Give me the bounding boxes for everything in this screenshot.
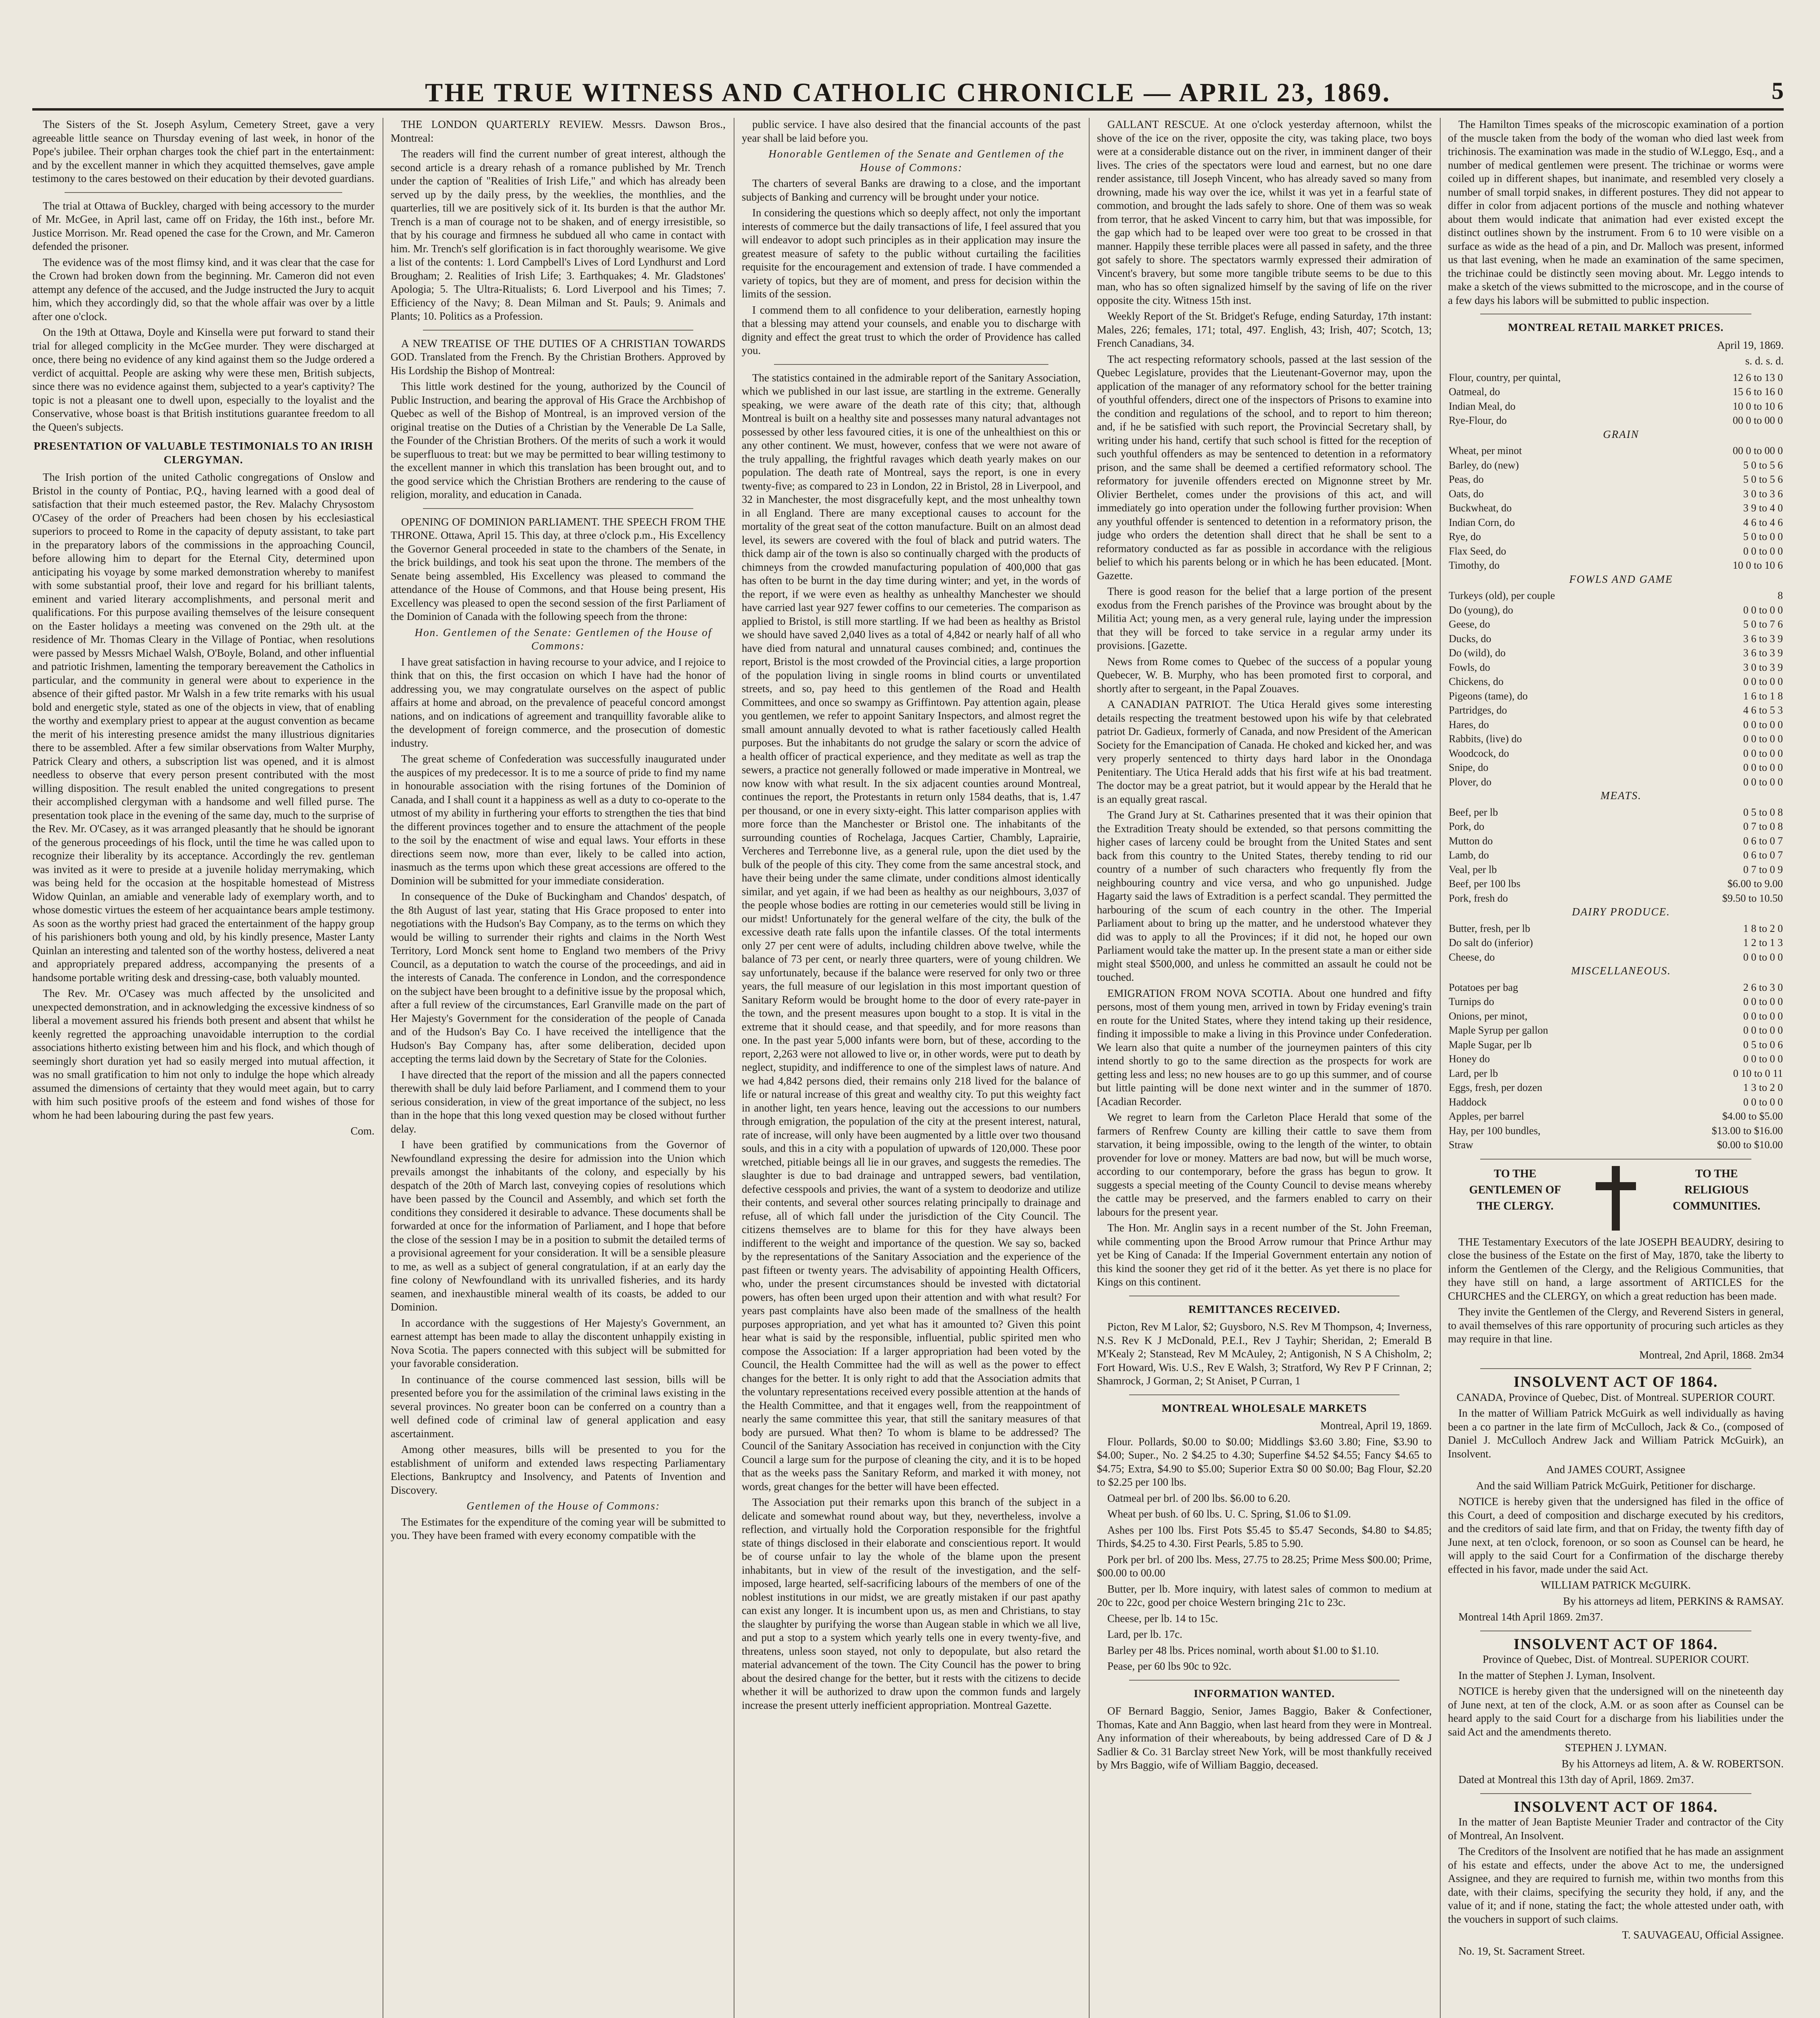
price-value: 0 0 to 0 0 [1743, 1024, 1783, 1036]
price-row [1448, 718, 1784, 732]
price-value: 3 0 to 3 9 [1743, 661, 1783, 673]
article-paragraph: A CANADIAN PATRIOT. The Utica Herald gives some interesting details respecting the treatment bestowed upon his wife by that celebrated patriot Dr. Gadieux, formerly of Canada, and now President of the American Society for the Emancipation of Canada. He choked and kicked her, and was very properly sentenced to thirty days hard labor in the Onondaga Penitentiary. The Utica Herald adds that his first wife at his bad treatment. The doctor may be a great patriot, but it would appear by the Herald that he is an equally great rascal. [1097, 698, 1432, 805]
column-5 [1448, 118, 1784, 2018]
price-row [1448, 936, 1784, 950]
dateline: April 19, 1869. [1717, 339, 1784, 351]
market-line: Wheat per bush. of 60 lbs. U. C. Spring, $1.06 to $1.09. [1107, 1508, 1351, 1520]
column-rule [1089, 118, 1090, 2018]
price-item: Snipe, do [1449, 762, 1489, 773]
price-row [1448, 980, 1784, 995]
price-value: 1 6 to 1 8 [1743, 690, 1783, 702]
price-row [1448, 1095, 1784, 1109]
column-4 [1097, 118, 1432, 2018]
price-value: 0 0 to 0 0 [1743, 996, 1783, 1007]
price-item: Indian Meal, do [1449, 400, 1516, 412]
review-heading: THE LONDON QUARTERLY REVIEW. Messrs. Dawson Bros., Montreal: [391, 118, 726, 144]
article-paragraph: I commend them to all confidence to your deliberation, earnestly hoping that a blessing may attend your counsels, and enable you to discharge with dignity and effect the great trust to which the order of Providence has called you. [742, 304, 1081, 356]
price-table-grain [1448, 444, 1784, 573]
price-row [1448, 703, 1784, 718]
price-item: Beef, per 100 lbs [1449, 878, 1521, 890]
price-table-dairy [1448, 921, 1784, 965]
market-line: Pease, per 60 lbs 90c to 92c. [1107, 1660, 1232, 1672]
legal-notice-line: CANADA, Province of Quebec, Dist. of Montreal. SUPERIOR COURT. [1456, 1391, 1775, 1403]
article-paragraph: public service. I have also desired that the financial accounts of the past year shall be laid before you. [742, 118, 1081, 144]
price-table-flour [1448, 371, 1784, 428]
price-item: Barley, do (new) [1449, 459, 1519, 471]
price-item: Honey do [1449, 1053, 1490, 1065]
article-paragraph: There is good reason for the belief that a large portion of the present exodus from the French parishes of the Province was brought about by the Militia Act; young men, as a very general rule, laying under the impression that they will be forced to take service in a regular army under its provisions. [Gazette. [1097, 585, 1432, 651]
masthead [32, 76, 1784, 111]
price-item: Maple Sugar, per lb [1449, 1038, 1532, 1051]
section-headline: MONTREAL RETAIL MARKET PRICES. [1508, 321, 1724, 333]
price-row [1448, 746, 1784, 761]
dateline: Montreal, April 19, 1869. [1320, 1419, 1432, 1432]
divider [1480, 1159, 1751, 1160]
article-paragraph: The Hamilton Times speaks of the microscopic examination of a portion of the muscle taken from the body of the woman who died last week from trichinosis. The examination was made in the studio of W.Leggo, Esq., and a number of medical gentlemen were present. The trichinae or worms were coiled up in different shapes, but inanimate, and resembled very closely a number of small torpid snakes, in different postures. They did not appear to differ in color from adjacent portions of the muscle and nothing whatever about them would indicate that animation had ever existed except the distinct outlines shown by the instrument. From 6 to 10 were visible on a surface as wide as the head of a pin, and Dr. Malloch was present, informed us that last evening, when he made an examination of the same specimen, the trichinae could be distinctly seen moving about. Mr. Leggo intends to make a sketch of the views submitted to the microscope, and in the course of a few days his labors will be submitted to public inspection. [1448, 118, 1784, 306]
price-value: 0 0 to 0 0 [1743, 951, 1783, 963]
article-paragraph: We regret to learn from the Carleton Place Herald that some of the farmers of Renfrew County are killing their cattle to save them from starvation, it being impossible, owing to the length of the winter, to obtain provender for love or money. Matters are bad now, but will be much worse, according to our contemporary, before the grass has begun to grow. It suggests a special meeting of the County Council to devise means whereby the cattle may be preserved, and the farmers enabled to carry on their labours for the present year. [1097, 1111, 1432, 1218]
address-salutation: Gentlemen of the House of Commons: [467, 1500, 660, 1512]
price-value: 5 0 to 7 6 [1743, 618, 1783, 630]
price-item: Beef, per lb [1449, 806, 1498, 818]
price-subhead: MEATS. [1600, 789, 1642, 802]
price-value: 3 9 to 4 0 [1743, 502, 1783, 514]
article-paragraph: The Estimates for the expenditure of the coming year will be submitted to you. They have been framed with every economy compatible with the [391, 1516, 726, 1541]
price-item: Peas, do [1449, 473, 1484, 485]
price-item: Pork, fresh do [1449, 892, 1508, 904]
divider [1480, 1368, 1751, 1369]
price-row [1448, 399, 1784, 414]
price-value: 0 5 to 0 8 [1743, 806, 1783, 818]
price-item: Hares, do [1449, 718, 1489, 731]
article-paragraph: The charters of several Banks are drawing to a close, and the important subjects of Banking and currency will be brought under your notice. [742, 177, 1081, 203]
article-paragraph: In continuance of the course commenced last session, bills will be presented before you for the assimilation of the criminal laws existing in the several provinces. No greater boon can be conferred on a country than a well defined code of criminal law of general application and easy ascertainment. [391, 1373, 726, 1440]
section-headline: MONTREAL WHOLESALE MARKETS [1161, 1402, 1367, 1414]
price-item: Flour, country, per quintal, [1449, 371, 1561, 383]
market-line: Oatmeal per brl. of 200 lbs. $6.00 to 6.20. [1107, 1492, 1291, 1504]
review-heading: A NEW TREATISE OF THE DUTIES OF A CHRISTIAN TOWARDS GOD. Translated from the French. By the Christian Brothers. Approved by His Lordship the Bishop of Montreal: [391, 337, 726, 377]
price-row [1448, 501, 1784, 515]
advert-paragraph: THE Testamentary Executors of the late JOSEPH BEAUDRY, desiring to close the business of the Estate on the first of May, 1870, take the liberty to inform the Gentlemen of the Clergy, and the Religious Communities, that they have still on hand, a large assortment of ARTICLES for the CHURCHES and the CLERGY, on which a great reduction has been made. [1448, 1235, 1784, 1302]
market-line: Cheese, per lb. 14 to 15c. [1107, 1612, 1218, 1624]
price-value: 0 6 to 0 7 [1743, 835, 1783, 847]
price-row [1448, 632, 1784, 646]
legal-notice-line: By his attorneys ad litem, PERKINS & RAMSAY. [1563, 1595, 1784, 1607]
price-item: Buckwheat, do [1449, 502, 1512, 514]
price-item: Straw [1449, 1139, 1473, 1151]
price-row [1448, 646, 1784, 660]
price-item: Potatoes per bag [1449, 981, 1518, 993]
price-item: Eggs, fresh, per dozen [1449, 1082, 1542, 1093]
price-row [1448, 760, 1784, 775]
article-paragraph: I have great satisfaction in having recourse to your advice, and I rejoice to think that on this, the first occasion on which I have had the honor of addressing you, we may congratulate ourselves on the aspect of public affairs at home and abroad, on the prevalence of peaceful concord amongst nations, and on indications of agreement and tranquillity favorable alike to the development of foreign commerce, and the prosecution of domestic industry. [391, 655, 726, 749]
price-table-misc [1448, 980, 1784, 1152]
price-row [1448, 385, 1784, 399]
price-item: Lamb, do [1449, 849, 1489, 861]
price-item: Oats, do [1449, 488, 1484, 500]
article-paragraph: In accordance with the suggestions of Her Majesty's Government, an earnest attempt has been made to allay the discontent unhappily existing in Nova Scotia. The papers connected with this subject will be submitted for your favorable consideration. [391, 1317, 726, 1369]
price-item: Plover, do [1449, 776, 1492, 788]
price-item: Fowls, do [1449, 661, 1490, 673]
price-value: 4 6 to 4 6 [1743, 516, 1783, 528]
address-salutation: Hon. Gentlemen of the Senate: Gentlemen of the House of Commons: [414, 626, 712, 652]
price-value: 4 6 to 5 3 [1743, 704, 1783, 716]
price-row [1448, 413, 1784, 428]
article-signature: Com. [350, 1125, 374, 1137]
price-item: Butter, fresh, per lb [1449, 922, 1530, 934]
price-value: 0 7 to 0 8 [1743, 821, 1783, 832]
price-row [1448, 515, 1784, 530]
price-item: Rye, do [1449, 531, 1481, 542]
market-line: Ashes per 100 lbs. First Pots $5.45 to $5.47 Seconds, $4.80 to $4.85; Thirds, $4.25 to 4.30. First Pearls, 5.85 to 5.90. [1097, 1524, 1432, 1549]
price-subhead: GRAIN [1603, 428, 1639, 440]
price-value: 10 0 to 10 6 [1732, 400, 1783, 412]
column-1 [32, 118, 374, 2018]
price-value: 3 6 to 3 9 [1743, 632, 1783, 645]
advert-paragraph: They invite the Gentlemen of the Clergy, and Reverend Sisters in general, to avail themselves of this rare opportunity of procuring such articles as they may require in that line. [1448, 1306, 1784, 1345]
legal-notice-line: The Creditors of the Insolvent are notified that he has made an assignment of his estate and effects, under the above Act to me, the undersigned Assignee, and they are required to furnish me, within two months from this date, with their claims, specifying the security they hold, if any, and the value of it; and if none, stating the fact; the whole attested under oath, with the vouchers in support of such claims. [1448, 1845, 1784, 1925]
legal-notice-line: WILLIAM PATRICK McGUIRK. [1541, 1579, 1691, 1591]
price-value: 3 0 to 3 6 [1743, 488, 1783, 500]
legal-notice-line: In the matter of Stephen J. Lyman, Insolvent. [1458, 1669, 1655, 1681]
article-paragraph: I have been gratified by communications from the Governor of Newfoundland expressing the desire for admission into the Union which prevails amongst the inhabitants of the colony, and especially by his despatch of the 20th of March last, conveying copies of resolutions which have been passed by the Council and Assembly, and which set forth the conditions they considered it desirable to advance. These documents shall be forwarded at once for the information of Parliament, and I hope that before the close of the session I may be in a position to submit the detailed terms of a provisional agreement for your consideration. It will be a sensible pleasure to me, as well as a subject of general congratulation, if at an early day the fine colony of Newfoundland with its unrivalled fisheries, and its hardy seamen, and inexhaustible mineral wealth of its coasts, be added to our Dominion. [391, 1139, 726, 1313]
section-headline: INFORMATION WANTED. [1194, 1687, 1335, 1700]
article-paragraph: The Grand Jury at St. Catharines presented that it was their opinion that the Extradition Treaty should be extended, so that persons committing the higher cases of larceny could be brought from the United States and sent back from this country to the United States, thereby tending to rid our country of a number of such characters who frequently fly from the neighbouring country and vice versa, and who go unpunished. Judge Hagarty said the laws of Extradition is a perfect scandal. They permitted the harbouring of the scum of each country in the other. The Imperial Parliament about to bring up the matter, and he understood whatever they did was to apply to all the Provinces; if it did not, he hoped our own Parliament would take the matter up. In the present state a man or either side might steal $500,000, and unless he committed an assault he could not be touched. [1097, 809, 1432, 983]
price-value: $13.00 to $16.00 [1711, 1124, 1783, 1137]
article-paragraph: The great scheme of Confederation was successfully inaugurated under the auspices of my predecessor. It is to me a source of pride to find my name in honourable association with the rising fortunes of the Dominion of Canada, and I shall count it a happiness as well as a duty to co-operate to the utmost of my ability in furthering your efforts to strengthen the ties that bind the different provinces together and to ensure the attachment of the people to the soil by the enactment of wise and equal laws. Your efforts in these directions seem now, more than ever, likely to be called into action, inasmuch as the terms upon which these great accessions are offered to the Dominion will be submitted for your immediate consideration. [391, 753, 726, 887]
price-item: Indian Corn, do [1449, 516, 1515, 528]
divider [65, 192, 342, 193]
price-item: Geese, do [1449, 618, 1490, 630]
price-row [1448, 458, 1784, 473]
divider [1129, 1680, 1400, 1681]
market-line: Pork per brl. of 200 lbs. Mess, 27.75 to 28.25; Prime Mess $00.00; Prime, $00.00 to 00.00 [1097, 1553, 1432, 1579]
price-units: s. d. s. d. [1745, 355, 1784, 367]
divider [1129, 1394, 1400, 1395]
price-item: Wheat, per minot [1449, 445, 1522, 456]
price-value: 0 0 to 0 0 [1743, 1010, 1783, 1022]
price-item: Lard, per lb [1449, 1067, 1498, 1079]
price-row [1448, 1109, 1784, 1124]
article-paragraph: Weekly Report of the St. Bridget's Refuge, ending Saturday, 17th instant: Males, 226; females, 171; total, 497. English, 43; Irish, 407; Scotch, 13; French Canadians, 34. [1097, 310, 1432, 349]
price-row [1448, 891, 1784, 906]
price-value: 00 0 to 00 0 [1732, 445, 1783, 456]
market-line: Flour. Pollards, $0.00 to $0.00; Middlings $3.60 3.80; Fine, $3.90 to $4.00; Super., No. 2 $4.25 to 4.30; Superfine $4.52 $4.55; Fancy $4.65 to $4.75; Extra, $4.90 to $5.00; Superior Extra $0 00 $0.00; Bag Flour, $2.20 to $2.25 per 100 lbs. [1097, 1435, 1432, 1488]
legal-notice-line: Dated at Montreal this 13th day of April, 1869. 2m37. [1458, 1773, 1694, 1786]
price-row [1448, 1138, 1784, 1152]
price-row [1448, 834, 1784, 848]
legal-notice-line: By his Attorneys ad litem, A. & W. ROBERTSON. [1561, 1757, 1784, 1770]
price-value: 0 0 to 0 0 [1743, 1096, 1783, 1108]
price-row [1448, 1023, 1784, 1038]
price-row [1448, 819, 1784, 834]
price-item: Pigeons (tame), do [1449, 690, 1528, 702]
price-row [1448, 444, 1784, 458]
price-value: 0 7 to 0 9 [1743, 863, 1783, 875]
price-item: Mutton do [1449, 835, 1493, 847]
price-value: 1 3 to 2 0 [1743, 1082, 1783, 1093]
article-paragraph: The Sisters of the St. Joseph Asylum, Cemetery Street, gave a very agreeable little seance on Thursday evening of last week, in honor of the Pope's jubilee. Their orphan charges took the chief part in the entertainment: and by the excellent manner in which they acquitted themselves, gave ample testimony to the cares bestowed on their education by their devoted guardians. [32, 118, 374, 184]
price-row [1448, 877, 1784, 891]
price-row [1448, 588, 1784, 603]
price-table-meats [1448, 805, 1784, 906]
article-paragraph: The readers will find the current number of great interest, although the second article is a dreary rehash of a romance published by Mr. Trench under the caption of "Realities of Irish Life," and which has already been served up by the daily press, by the weeklies, the monthlies, and the quarterlies, till we are positively sick of it. Its burden is that the author Mr. Trench is a man of courage not to be shaken, and of energy irresistible, so that by his courage and firmness he subdued all who came in contact with him. Mr. Trench's self glorification is in fact thoroughly wearisome. We give a list of the contents: 1. Lord Campbell's Lives of Lord Lyndhurst and Lord Brougham; 2. Realities of Irish Life; 3. Earthquakes; 4. Mr. Gladstones' Apologia; 5. The Ultra-Ritualists; 6. Lord Liverpool and his Times; 7. Efficiency of the Navy; 8. Dean Milman and St. Pauls; 9. Animals and Plants; 10. Politics as a Profession. [391, 148, 726, 322]
article-paragraph: The act respecting reformatory schools, passed at the last session of the Quebec Legislature, provides that the Lieutenant-Governor may, upon the application of the manager of any reformatory school for the better training of youthful offenders, direct one of the inspectors of Prisons to examine into the condition and regulations of the school, and to report to him thereon; and, if he be satisfied with such report, the Provincial Secretary shall, by writing under his hand, certify that such school is fitted for the reception of such youthful offenders as may be sentenced to detention in a reformatory prison, and the same shall be deemed a certified reformatory school. The reformatory for juvenile offenders erected on Mignonne street by Mr. Olivier Berthelet, comes under the provisions of this act, and will immediately go into operation under the following further provision: When any youthful offender is sentenced to detention in a reformatory prison, the judge who orders the detention shall direct that he shall be sent to a reformatory conducted as far as possible in accordance with the religious belief to which his parents belong or in which he has been educated. [Mont. Gazette. [1097, 353, 1432, 582]
price-row [1448, 950, 1784, 965]
price-item: Rabbits, (live) do [1449, 733, 1522, 745]
page-number: 5 [1772, 77, 1784, 104]
price-row [1448, 775, 1784, 789]
price-value: 0 6 to 0 7 [1743, 849, 1783, 861]
legal-notice-line: Province of Quebec, Dist. of Montreal. SUPERIOR COURT. [1482, 1653, 1749, 1665]
price-item: Do (young), do [1449, 604, 1513, 616]
price-item: Turkeys (old), per couple [1449, 590, 1555, 601]
article-paragraph: The Rev. Mr. O'Casey was much affected by the unsolicited and unexpected demonstration, and in acknowledging the excessive kindness of so liberal a movement assured his friends both present and absent that whilst he keenly regretted the approaching unavoidable interruption to the cordial associations hitherto existing between him and his flock, and which though of seemingly short duration yet had so easily merged into mutual affection, it was no small gratification to him not only to indulge the hope which already assumed the dimensions of certainty that they would meet again, but to carry with him such positive proofs of the esteem and fond wishes of those for whom he had been labouring during the past few years. [32, 987, 374, 1121]
price-value: 0 0 to 0 0 [1743, 1053, 1783, 1065]
price-item: Ducks, do [1449, 632, 1492, 645]
legal-notice-line: Montreal 14th April 1869. 2m37. [1458, 1611, 1603, 1623]
price-item: Hay, per 100 bundles, [1449, 1124, 1541, 1137]
article-paragraph: The Hon. Mr. Anglin says in a recent number of the St. John Freeman, while commenting upon the Brood Arrow rumour that Prince Arthur may yet be King of Canada: If the Imperial Government entertain any notion of this kind the sooner they get rid of it the better. As yet there is no place for Kings on this continent. [1097, 1222, 1432, 1288]
price-value: $0.00 to $10.00 [1717, 1139, 1783, 1151]
price-item: Apples, per barrel [1449, 1110, 1524, 1122]
price-item: Do (wild), do [1449, 647, 1506, 659]
article-paragraph: The Irish portion of the united Catholic congregations of Onslow and Bristol in the county of Pontiac, P.Q., having learned with a good deal of satisfaction that their much esteemed pastor, the Rev. Malachy Chrysostom O'Casey of the order of Preachers had been chosen by his ecclesiastical superiors to proceed to Rome in the capacity of deputy assistant, to take part in the preparatory labors of the commissions in the approaching Council, before allowing him to depart for the Eternal City, determined upon anticipating his voyage by some marked demonstration whereby to manifest with some substantial proof, their love and regard for his brilliant talents, eminent and varied literary accomplishments, and personal merit and qualifications. For this purpose availing themselves of the leisure consequent on the Easter holidays a meeting was convened on the 29th ult. at the residence of Mr. Thomas Cleary in the Village of Pontiac, when resolutions were passed by Messrs Michael Walsh, O'Boyle, Boland, and other influential and patriotic Irishmen, lamenting the temporary bereavement the Catholics in particular, and the community in general were about to experience in the absence of their gifted pastor. Mr Walsh in a few trite remarks with his usual bold and energetic style, stated as one of the objects in view, that of enabling the worthy and exemplary priest to appear at the august convention as became the merit of his interesting presence amidst the many illustrious dignitaries there to be assembled. After a few similar observations from Walter Murphy, Patrick Cleary and others, a subscription list was opened, and it is almost needless to observe that every person present contributed with the most willing disposition. The result enabled the united congregations to present their accomplished clergyman with a handsome and well filled purse. The presentation took place in the evening of the same day, much to the surprise of the Rev. Mr. O'Casey, as it was arranged pleasantly that he should be ignorant of the generous proceedings of his flock, until the time he was called upon to recognize their liberality by its acceptance. Accordingly the rev. gentleman was invited as it were to preside at a juvenile holiday merrymaking, which was being held for the occasion at the hospitable homestead of Mistress Widow Quinlan, an amiable and venerable lady of exemplary worth, and to whose domestic virtues the esteem of her acquaintance bears ample testimony. As soon as the worthy priest had graced the entertainment of the happy group of his parishioners both young and old, by his kindly presence, Master Lanty Quinlan an interesting and talented son of the worthy hostess, delivered a neat and appropriately prepared address, accompanying the presents of a handsome portable writing desk and dressing-case, both valuably mounted. [32, 471, 374, 984]
issue-date: APRIL 23, 1869. [1179, 78, 1391, 107]
price-value: 0 0 to 0 0 [1743, 733, 1783, 745]
price-value: 5 0 to 0 0 [1743, 531, 1783, 542]
column-2 [391, 118, 726, 2018]
article-paragraph: In considering the questions which so deeply affect, not only the important interests of commerce but the daily transactions of life, I feel assured that you will endeavor to adopt such principles as in their application may insure the greatest measure of safety to the public without curtailing the facilities requisite for the encouragement and extension of trade. I have commended a variety of topics, but they are of moment, and press for decision within the limits of the session. [742, 207, 1081, 300]
divider [1480, 1793, 1751, 1794]
article-paragraph: OF Bernard Baggio, Senior, James Baggio, Baker & Confectioner, Thomas, Kate and Ann Baggio, when last heard from they were in Montreal. Any information of their whereabouts, by being addressed Care of D & J Sadlier & Co. 31 Barclay street New York, will be most thankfully received by Mrs Baggio, wife of William Baggio, deceased. [1097, 1705, 1432, 1771]
advert-left-heading: TO THE GENTLEMEN OF THE CLERGY. [1469, 1167, 1561, 1212]
cross-icon [1592, 1166, 1640, 1231]
price-row [1448, 689, 1784, 703]
article-headline: PRESENTATION OF VALUABLE TESTIMONIALS TO AN IRISH CLERGYMAN. [33, 440, 373, 466]
legal-notice-line: And the said William Patrick McGuirk, Petitioner for discharge. [1476, 1479, 1756, 1492]
advert-right-heading: TO THE RELIGIOUS COMMUNITIES. [1673, 1167, 1761, 1212]
price-value: 5 0 to 5 6 [1743, 459, 1783, 471]
legal-notice-line: NOTICE is hereby given that the undersigned has filed in the office of this Court, a deed of composition and discharge executed by his creditors, and the creditors of said late firm, and that on Friday, the twenty fifth day of June next, at ten o'clock, forenoon, or so soon as Counsel can be heard, he will apply to the said Court for a Confirmation of the discharge thereby effected in his favor, made under the said Act. [1448, 1495, 1784, 1575]
price-value: 2 6 to 3 0 [1743, 981, 1783, 993]
price-item: Cheese, do [1449, 951, 1495, 963]
price-row [1448, 371, 1784, 385]
price-row [1448, 1052, 1784, 1066]
price-row [1448, 862, 1784, 877]
market-line: Butter, per lb. More inquiry, with latest sales of common to medium at 20c to 22c, good per choice Western bringing 21c to 23c. [1097, 1583, 1432, 1608]
price-value: $9.50 to 10.50 [1722, 892, 1783, 904]
article-paragraph: I have directed that the report of the mission and all the papers connected therewith shall be duly laid before Parliament, and I commend them to your serious consideration, in view of the great importance of the subject, no less than in the hope that this long vexed question may be closed without further delay. [391, 1068, 726, 1135]
price-value: 3 6 to 3 9 [1743, 647, 1783, 659]
price-item: Veal, per lb [1449, 863, 1497, 875]
article-paragraph: Picton, Rev M Lalor, $2; Guysboro, N.S. Rev M Thompson, 4; Inverness, N.S. Rev K J McDonald, P.E.I., Rev J Tayhir; Sheridan, 2; Emerald B M'Kealy 2; Stanstead, Rev M McAuley, 2; Antigonish, N S A Chisholm, 2; Fort Howard, Wis. U.S., Rev E Walsh, 3; Stratford, Wy Rev P F Crinnan, 2; Shamrock, J Gorman, 2; St Aniset, P Curran, 1 [1097, 1321, 1432, 1387]
price-row [1448, 603, 1784, 618]
price-value: 15 6 to 16 0 [1732, 386, 1783, 398]
price-item: Haddock [1449, 1096, 1487, 1108]
price-value: 8 [1778, 590, 1783, 601]
section-headline: REMITTANCES RECEIVED. [1188, 1303, 1341, 1315]
divider [423, 508, 693, 509]
article-paragraph: In consequence of the Duke of Buckingham and Chandos' despatch, of the 8th August of last year, stating that His Grace proposed to enter into negotiations with the Hudson's Bay Company, as to the terms on which they would be willing to surrender their rights and claims in the North West Territory, Lord Monck sent home to England two members of the Privy Council, as a deputation to watch the course of the proceedings, and aid in the interests of Canada. The conference in London, and the correspondence on the subject have been brought to a definitive issue by the proposal which, after a full review of the circumstances, Earl Granville made on the part of Her Majesty's Government for the consideration of the people of Canada and of the Hudson's Bay Co. I have received the intelligence that the Hudson's Bay Company has, after some deliberation, decided upon accepting the terms laid down by the Secretary of State for the Colonies. [391, 890, 726, 1065]
price-value: 00 0 to 00 0 [1732, 414, 1783, 426]
legal-notice-line: NOTICE is hereby given that the undersigned will on the nineteenth day of June next, at ten of the clock, A.M. or as soon after as Counsel can be heard apply to the said Court for a discharge from his liabilities under the said Act and the amendments thereto. [1448, 1685, 1784, 1738]
price-value: 12 6 to 13 0 [1732, 371, 1783, 383]
price-item: Woodcock, do [1449, 747, 1509, 759]
price-item: Timothy, do [1449, 559, 1500, 571]
price-row [1448, 558, 1784, 573]
legal-notice-heading: INSOLVENT ACT OF 1864. [1513, 1798, 1718, 1815]
price-value: 0 0 to 0 0 [1743, 776, 1783, 788]
price-subhead: FOWLS AND GAME [1569, 573, 1673, 585]
price-value: 0 10 to 0 11 [1733, 1067, 1783, 1079]
price-row [1448, 674, 1784, 689]
price-item: Oatmeal, do [1449, 386, 1500, 398]
masthead-title: THE TRUE WITNESS AND CATHOLIC CHRONICLE — APRIL 23, 1869. [425, 78, 1391, 107]
market-line: Barley per 48 lbs. Prices nominal, worth about $1.00 to $1.10. [1107, 1644, 1379, 1656]
price-value: 0 5 to 0 6 [1743, 1038, 1783, 1051]
article-paragraph: This little work destined for the young, authorized by the Council of Public Instruction, and bearing the approval of His Grace the Archbishop of Quebec as well of the Bishop of Montreal, is an improved version of the original treatise on the Duties of a Christian by the Venerable De La Salle, the Founder of the Christian Brothers. Of the merits of such a work it would be superfluous to treat: but we may be permitted to bear willing testimony to the excellent manner in which this translation has been brought out, and to the good service which the Christian Brothers are rendering to the cause of religion, morality, and education in Canada. [391, 380, 726, 500]
article-paragraph: OPENING OF DOMINION PARLIAMENT. THE SPEECH FROM THE THRONE. Ottawa, April 15. This day, at three o'clock p.m., His Excellency the Governor General proceeded in state to the chambers of the Senate, in the brick buildings, and took his seat upon the throne. The members of the Senate being assembled, His Excellency was pleased to command the attendance of the House of Commons, and that House being present, His Excellency was pleased to open the second session of the first Parliament of the Dominion of Canada with the following speech from the throne: [391, 515, 726, 622]
price-item: Chickens, do [1449, 676, 1504, 687]
article-paragraph: GALLANT RESCUE. At one o'clock yesterday afternoon, whilst the shove of the ice on the river, opposite the city, was taking place, two boys were at a considerable distance out on the river, in imminent danger of their lives. The cries of the spectators were loud and earnest, but no one dare render assistance, till Joseph Vincent, who has already saved so many from drowning, made his way over the ice, whilst it was yet in a fearful state of commotion, and brought the lads safely to shore. One of them was so weak from terror, that he asked Vincent to carry him, but that was impossible, for the gap which had to be leaped over were too great to be crossed in that manner. Happily these terrible places were all passed in safety, and the three got safely to shore. The spectators warmly expressed their admiration of Vincent's bravery, but some more tangible tribute seems to be due to this man, who has so often signalized himself by the saving of life on the river opposite the city. Witness 15th inst. [1097, 118, 1432, 306]
article-paragraph: EMIGRATION FROM NOVA SCOTIA. About one hundred and fifty persons, most of them young men, arrived in town by Friday evening's train en route for the United States, where they intend taking up their residence, finding it impossible to make a living in this Province under Confederation. We learn also that quite a number of the journeymen painters of this city intend shortly to go to the same direction as the prospects for work are getting less and less; no new houses are to go up this summer, and of course but little painting will be done next winter and in the summer of 1870. [Acadian Recorder. [1097, 987, 1432, 1107]
legal-notice-line: No. 19, St. Sacrament Street. [1458, 1945, 1585, 1957]
price-value: 0 0 to 0 0 [1743, 545, 1783, 557]
price-value: $4.00 to $5.00 [1722, 1110, 1783, 1122]
price-value: 5 0 to 5 6 [1743, 473, 1783, 485]
price-item: Flax Seed, do [1449, 545, 1506, 557]
legal-notice-line: STEPHEN J. LYMAN. [1565, 1742, 1667, 1754]
clergy-advert-header [1448, 1166, 1784, 1231]
advert-dateline: Montreal, 2nd April, 1868. 2m34 [1639, 1348, 1784, 1361]
price-row [1448, 1080, 1784, 1095]
price-subhead: MISCELLANEOUS. [1571, 965, 1671, 977]
price-value: 1 2 to 1 3 [1743, 937, 1783, 948]
price-item: Turnips do [1449, 996, 1494, 1007]
price-value: 0 0 to 0 0 [1743, 747, 1783, 759]
price-value: 1 8 to 2 0 [1743, 922, 1783, 934]
divider [774, 364, 1048, 365]
article-paragraph: News from Rome comes to Quebec of the success of a popular young Quebecer, W. B. Murphy, who has been promoted first to corporal, and shortly after to sergeant, in the Papal Zouaves. [1097, 655, 1432, 695]
price-row [1448, 994, 1784, 1009]
legal-notice-line: In the matter of William Patrick McGuirk as well individually as having been a co partner in the late firm of McCulloch, Jack & Co., (composed of Daniel J. McCulloch Andrew Jack and William Patrick McGuirk), an Insolvent. [1448, 1407, 1784, 1460]
column-rule [1440, 118, 1441, 2018]
article-paragraph: The evidence was of the most flimsy kind, and it was clear that the case for the Crown had broken down from the beginning. Mr. Cameron did not even attempt any defence of the accused, and the Judge instructed the Jury to acquit him, which they accordingly did, so that the whole affair was over by a little after one o'clock. [32, 256, 374, 322]
price-value: 0 0 to 0 0 [1743, 718, 1783, 731]
price-row [1448, 472, 1784, 487]
article-paragraph: Among other measures, bills will be presented to you for the establishment of uniform and extended laws respecting Parliamentary Elections, Bankruptcy and Insolvency, and Patents of Invention and Discovery. [391, 1443, 726, 1496]
price-table-fowls [1448, 588, 1784, 789]
price-row [1448, 530, 1784, 544]
legal-notice-line: And JAMES COURT, Assignee [1546, 1463, 1686, 1476]
price-item: Partridges, do [1449, 704, 1507, 716]
price-row [1448, 617, 1784, 632]
price-value: 10 0 to 10 6 [1732, 559, 1783, 571]
price-subhead: DAIRY PRODUCE. [1572, 906, 1670, 918]
price-value: $6.00 to 9.00 [1727, 878, 1783, 890]
address-salutation: Honorable Gentlemen of the Senate and Gentlemen of the House of Commons: [768, 148, 1065, 174]
column-3 [742, 118, 1081, 2018]
price-row [1448, 921, 1784, 936]
price-item: Maple Syrup per gallon [1449, 1024, 1548, 1036]
price-item: Onions, per minot, [1449, 1010, 1527, 1022]
legal-notice-heading: INSOLVENT ACT OF 1864. [1513, 1635, 1718, 1653]
legal-notice-line: In the matter of Jean Baptiste Meunier Trader and contractor of the City of Montreal, An Insolvent. [1448, 1816, 1784, 1842]
price-value: 0 0 to 0 0 [1743, 604, 1783, 616]
price-row [1448, 487, 1784, 501]
market-line: Lard, per lb. 17c. [1107, 1628, 1182, 1640]
price-row [1448, 1124, 1784, 1138]
price-row [1448, 1066, 1784, 1081]
price-value: 0 0 to 0 0 [1743, 676, 1783, 687]
price-item: Rye-Flour, do [1449, 414, 1507, 426]
legal-notice-line: T. SAUVAGEAU, Official Assignee. [1622, 1929, 1784, 1941]
article-paragraph: The trial at Ottawa of Buckley, charged with being accessory to the murder of Mr. McGee, in April last, came off on Friday, the 16th inst., before Mr. Justice Morrison. Mr. Read opened the case for the Crown, and Mr. Cameron defended the prisoner. [32, 199, 374, 252]
price-row [1448, 1009, 1784, 1024]
divider [423, 330, 693, 331]
article-paragraph: The statistics contained in the admirable report of the Sanitary Association, which we published in our last issue, are startling in the extreme. Generally speaking, we were aware of the death rate of this city; that, although Montreal is built on a healthy site and possesses many natural advantages not possessed by other less favoured cities, it is one of the unhealthiest on this or any other continent. We must, however, confess that we were not aware of the truly appalling, the frightful ravages which death yearly makes on our population. The death rate of Montreal, says the report, is one in every twenty-five; as compared to 23 in London, 22 in Bristol, 28 in Liverpool, and 32 in Manchester, the most disgracefully kept, and the most unhealthy town in all England. There are many exceptional causes to account for the mortality of the great seat of the cotton manufacture. Built on an almost dead level, its sewers are covered with the foul of black and putrid waters. The thick damp air of the town is also so continually charged with the products of chimneys from the crowded manufacturing population of 400,000 that gas has often to be burnt in the day time during winter; and yet, in the words of the report, if we were even as healthy as unhealthy Manchester we should have carried last year 927 fewer coffins to our cemeteries. The comparison as applied to Bristol, is still more startling. If we had been as healthy as Bristol we should have saved 2,040 lives as a total of 4,842 or nearly half of all who have died from natural and unnatural causes combined; and, continues the report, Bristol is the most crowded of the Provincial cities, a large proportion of the population living in single rooms in blind courts or unventilated streets, and so, pay heed to this gentlemen of the Road and Health Committees, and once so swampy as Griffintown. Pay attention again, please you gentlemen, we refer to appoint Sanitary Inspectors, and almost regret the small amount annually devoted to what is rather facetiously called Health purposes. But the inhabitants do not grudge the salary or scorn the advice of a health officer of practical experience, and they meditate as well as trap the sewers, a practice not generally followed or made imperative in Montreal, we now know with what result. In the six adjacent counties around Montreal, continues the report, the Protestants in return only 1584 deaths, that is, 1.47 per thousand, or one in every sixty-eight. This latter comparison applies with more force than the Manchester or Bristol one. The inhabitants of the surrounding counties of Rochelaga, Jacques Cartier, Chambly, Laprairie, Vercheres and Terrebonne live, as a general rule, upon the diet used by the bulk of the people of this city. They come from the same ancestral stock, and have their being under the same climate, under conditions almost identically similar, and yet again, if we had been as healthy as our neighbours, 3,037 of the people whose bodies are rotting in our cemeteries would still be living in our midst! Unfortunately for the general welfare of the city, the bulk of the excessive death rate falls upon the infantile classes. Of the total interments only 27 per cent were of adults, including children above twelve, while the balance of 73 per cent, or nearly three quarters, were of young children. We say unfortunately, because if the balance were reserved for only two or three years, the full measure of our legislation in this most important question of Sanitary Reform would be brought home to the door of every rate-payer in the town, and the present measures upon bought to a stop. It is vital in the extreme that it should cease, and that speedily, and for more reasons than one. In the past year 5,000 infants were born, but of these, according to the report, 2,263 were not allowed to live or, in other words, were put to death by neglect, stupidity, and indifference to one of the simplest laws of nature. And we had 4,842 persons died, their remains only 218 lived for the balance of life or natural increase of this great and wealthy city. To put this weighty fact in another light, ten years hence, leaving out the accessions to our numbers through emigration, the population of the city at the present interest, natural, rate of increase, will only have been augmented by a little over two thousand souls, and this in a city with a population of upwards of 120,000. These poor wretched, pitiable beings all lie in our graves, and suggests the remedies. The slaughter is due to bad drainage and untrapped sewers, bad ventilation, defective cesspools and privies, the want of a system to deodorize and utilize their contents, and several other sources relating principally to drainage and refuse, all of which fall under the jurisdiction of the City Council. The citizens themselves are to blame for this for they have always been indifferent to the weight and importance of the question. We say so, backed by the representations of the Sanitary Association and the experience of the past fifteen or twenty years. The advisability of appointing Health Officers, who, under the present circumstances should be invested with dictatorial powers, has often been urged upon their attention and with what result? For years past complaints have also been made of the smallness of the health purposes appropriation, and yet what has it amounted to? Given this point hear what is said by the responsible, influential, public spirited men who compose the Association: If a larger appropriation had been voted by the Council, the Health Committee had the will as well as the power to effect changes for the better. It is only right to add that the Association admits that the voluntary representations received every possible attention at the hands of the Health Committee, and that it engages well, from the reappointment of nearly the same committee this year, that still the sanitary measures of that body are pursued. What then? To whom is blame to be addressed? The Council of the Sanitary Association has received in conjunction with the City Council a large sum for the purpose of cleaning the city, and it is to be hoped that as the weeks pass the Sanitary Reform, and marked it with money, not words, great changes for the better will have been effected. [742, 371, 1081, 1493]
legal-notice-heading: INSOLVENT ACT OF 1864. [1513, 1373, 1718, 1390]
price-row [1448, 1038, 1784, 1052]
article-paragraph: The Association put their remarks upon this branch of the subject in a delicate and somewhat round about way, but they, nevertheless, involve a reflection, and virtually hold the Corporation responsible for the frightful state of things disclosed in their elaborate and conscientious report. It would be of course unfair to lay the whole of the blame upon the present inhabitants, but in view of the result of the investigation, and the self-imposed, large hearted, self-sacrificing labours of the members of one of the noblest institutions in our midst, we are greatly mistaken if our past apathy can exist any longer. It is incumbent upon us, as men and Christians, to stay the slaughter by purifying the worse than Augean stable in which we all live, and put a stop to a system which yearly tells one in every twenty-five, and threatens, unless soon stayed, not only to depopulate, but also retard the material advancement of the town. The City Council has the power to bring about the desired change for the better, but it rests with the citizens to decide whether it will be authorized to draw upon the common funds and largely increase the present utterly inefficient appropriation. Montreal Gazette. [742, 1496, 1081, 1711]
price-item: Do salt do (inferior) [1449, 937, 1533, 948]
price-row [1448, 544, 1784, 559]
price-row [1448, 848, 1784, 862]
price-row [1448, 660, 1784, 675]
price-value: 0 0 to 0 0 [1743, 762, 1783, 773]
price-row [1448, 732, 1784, 746]
price-item: Pork, do [1449, 821, 1485, 832]
article-paragraph: On the 19th at Ottawa, Doyle and Kinsella were put forward to stand their trial for alleged complicity in the McGee murder. They were discharged at once, there being no evidence of any kind against them so the Judge ordered a verdict of acquittal. People are asking why were these men, British subjects, since there was no evidence against them, subjected to a year's captivity? The topic is not a pleasant one to dwell upon, especially to the loyalist and the Conservative, whose boast is that British institutions guarantee freedom to all the Queen's subjects. [32, 326, 374, 433]
price-row [1448, 805, 1784, 820]
